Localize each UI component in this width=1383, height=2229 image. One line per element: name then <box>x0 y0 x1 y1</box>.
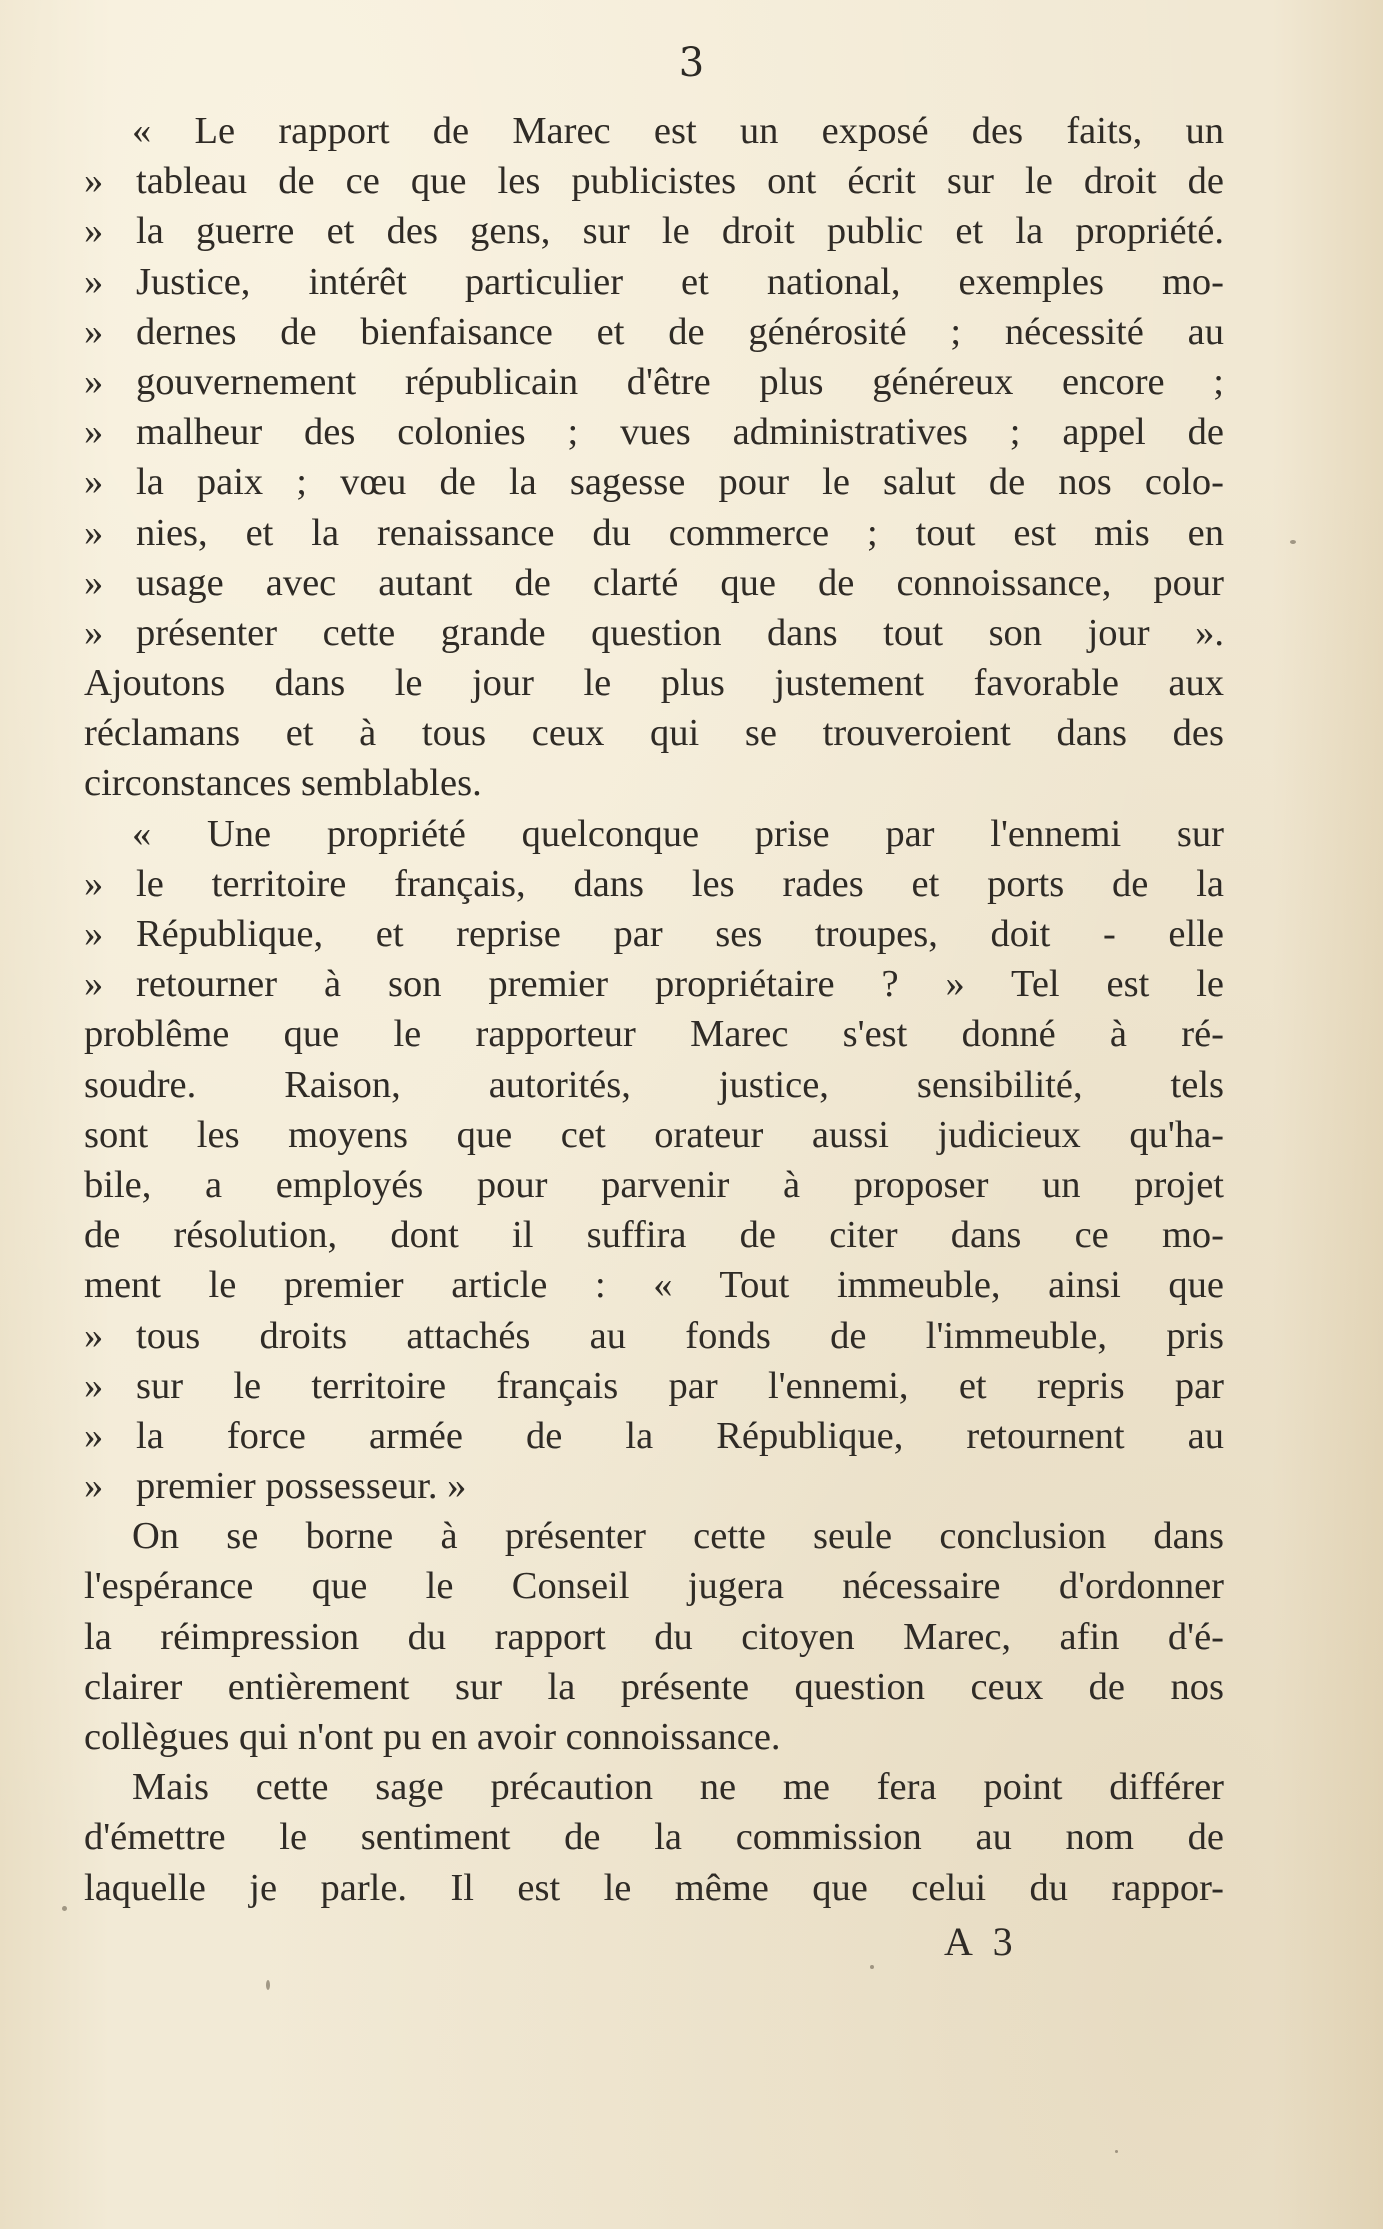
text-line <box>84 1311 1224 1361</box>
signature-mark: A 3 <box>944 1919 1019 1964</box>
line-text: présenter cette grande question dans tout son jour ». <box>136 611 1224 654</box>
text-line <box>84 708 1224 758</box>
line-text: de résolution, dont il suffira de citer dans ce mo- <box>84 1214 1224 1257</box>
quote-mark: » <box>84 862 104 905</box>
quote-mark: » <box>84 913 104 955</box>
page-number: 3 <box>678 40 705 86</box>
text-line <box>84 1511 1224 1561</box>
line-text: réclamans et à tous ceux qui se trouveroient dans des <box>84 712 1224 755</box>
line-text: tous droits attachés au fonds de l'immeuble, pris <box>136 1314 1224 1357</box>
text-line <box>84 959 1224 1009</box>
line-text: « Le rapport de Marec est un exposé des faits, un <box>132 110 1224 152</box>
line-text: sont les moyens que cet orateur aussi judicieux qu'ha- <box>84 1113 1224 1156</box>
quote-mark: » <box>84 611 104 654</box>
text-line <box>84 1561 1224 1611</box>
quote-mark: » <box>84 1465 104 1508</box>
line-text: le territoire français, dans les rades et ports de la <box>136 862 1224 905</box>
text-line <box>84 1210 1224 1260</box>
line-text: « Une propriété quelconque prise par l'ennemi sur <box>132 812 1224 855</box>
text-line <box>84 859 1224 909</box>
text-line <box>84 1260 1224 1310</box>
quote-mark: » <box>84 260 104 303</box>
text-line <box>84 1110 1224 1160</box>
line-text: malheur des colonies ; vues administratives ; appel de <box>136 411 1224 454</box>
quote-mark: » <box>84 210 104 253</box>
text-line <box>84 1461 1224 1511</box>
line-text: laquelle je parle. Il est le même que celui du rappor- <box>84 1866 1224 1909</box>
quote-mark: » <box>84 461 104 504</box>
quote-mark: » <box>84 360 104 403</box>
text-line <box>84 1361 1224 1411</box>
quote-mark: » <box>84 160 104 203</box>
line-text: collègues qui n'ont pu en avoir connoissance. <box>84 1716 781 1758</box>
line-text: circonstances semblables. <box>84 762 482 805</box>
text-line <box>84 257 1224 307</box>
text-line <box>84 809 1224 859</box>
quote-mark: » <box>84 511 104 554</box>
text-line <box>84 909 1224 959</box>
text-line <box>84 1712 1224 1762</box>
text-line <box>84 1863 1224 1913</box>
line-text: sur le territoire français par l'ennemi, et repris par <box>136 1364 1224 1407</box>
text-line <box>84 307 1224 357</box>
line-text: Ajoutons dans le jour le plus justement favorable aux <box>84 662 1224 705</box>
line-text: bile, a employés pour parvenir à proposer un projet <box>84 1163 1224 1206</box>
quote-mark: » <box>84 963 104 1006</box>
ink-speck <box>62 1906 67 1911</box>
line-text: problême que le rapporteur Marec s'est donné à ré- <box>84 1013 1224 1056</box>
text-line <box>84 608 1224 658</box>
line-text: tableau de ce que les publicistes ont écrit sur le droit de <box>136 160 1224 203</box>
text-line <box>84 658 1224 708</box>
text-line <box>84 1812 1224 1862</box>
line-text: la guerre et des gens, sur le droit public et la propriété. <box>136 210 1224 253</box>
quote-mark: » <box>84 310 104 353</box>
text-line <box>84 508 1224 558</box>
quote-mark: » <box>84 561 104 604</box>
line-text: la paix ; vœu de la sagesse pour le salut de nos colo- <box>136 461 1224 504</box>
line-text: clairer entièrement sur la présente question ceux de nos <box>84 1665 1224 1708</box>
quote-mark: » <box>84 1364 104 1407</box>
line-text: ment le premier article : « Tout immeuble, ainsi que <box>84 1264 1224 1307</box>
line-text: On se borne à présenter cette seule conclusion dans <box>132 1515 1224 1558</box>
text-line <box>84 1009 1224 1059</box>
line-text: retourner à son premier propriétaire ? » Tel est le <box>136 963 1224 1006</box>
ink-speck <box>1115 2150 1118 2153</box>
line-text: nies, et la renaissance du commerce ; tout est mis en <box>136 511 1224 554</box>
text-line <box>84 206 1224 256</box>
quote-mark: » <box>84 1314 104 1357</box>
line-text: Justice, intérêt particulier et national, exemples mo- <box>136 260 1224 303</box>
line-text: la force armée de la République, retournent au <box>136 1414 1224 1457</box>
ink-speck <box>870 1965 874 1969</box>
text-line <box>84 758 1224 808</box>
text-line <box>84 1060 1224 1110</box>
line-text: l'espérance que le Conseil jugera nécessaire d'ordonner <box>84 1565 1224 1608</box>
line-text: dernes de bienfaisance et de générosité ; nécessité au <box>136 310 1224 353</box>
line-text: République, et reprise par ses troupes, doit - elle <box>136 913 1224 955</box>
text-line <box>84 156 1224 206</box>
text-line <box>84 106 1224 156</box>
text-line <box>84 457 1224 507</box>
quote-mark: » <box>84 1414 104 1457</box>
body-text <box>84 106 1224 1913</box>
ink-speck <box>1290 540 1296 544</box>
line-text: premier possesseur. » <box>136 1465 467 1508</box>
text-line <box>84 1662 1224 1712</box>
ink-speck <box>266 1980 270 1990</box>
line-text: la réimpression du rapport du citoyen Marec, afin d'é- <box>84 1615 1224 1658</box>
text-line <box>84 1762 1224 1812</box>
line-text: soudre. Raison, autorités, justice, sensibilité, tels <box>84 1063 1224 1106</box>
text-line <box>84 1160 1224 1210</box>
text-line <box>84 1612 1224 1662</box>
line-text: usage avec autant de clarté que de connoissance, pour <box>136 561 1224 604</box>
text-line <box>84 407 1224 457</box>
line-text: d'émettre le sentiment de la commission au nom de <box>84 1816 1224 1859</box>
quote-mark: » <box>84 411 104 454</box>
text-line <box>84 1411 1224 1461</box>
line-text: Mais cette sage précaution ne me fera point différer <box>132 1766 1224 1809</box>
line-text: gouvernement républicain d'être plus généreux encore ; <box>136 360 1224 403</box>
text-line <box>84 558 1224 608</box>
text-line <box>84 357 1224 407</box>
